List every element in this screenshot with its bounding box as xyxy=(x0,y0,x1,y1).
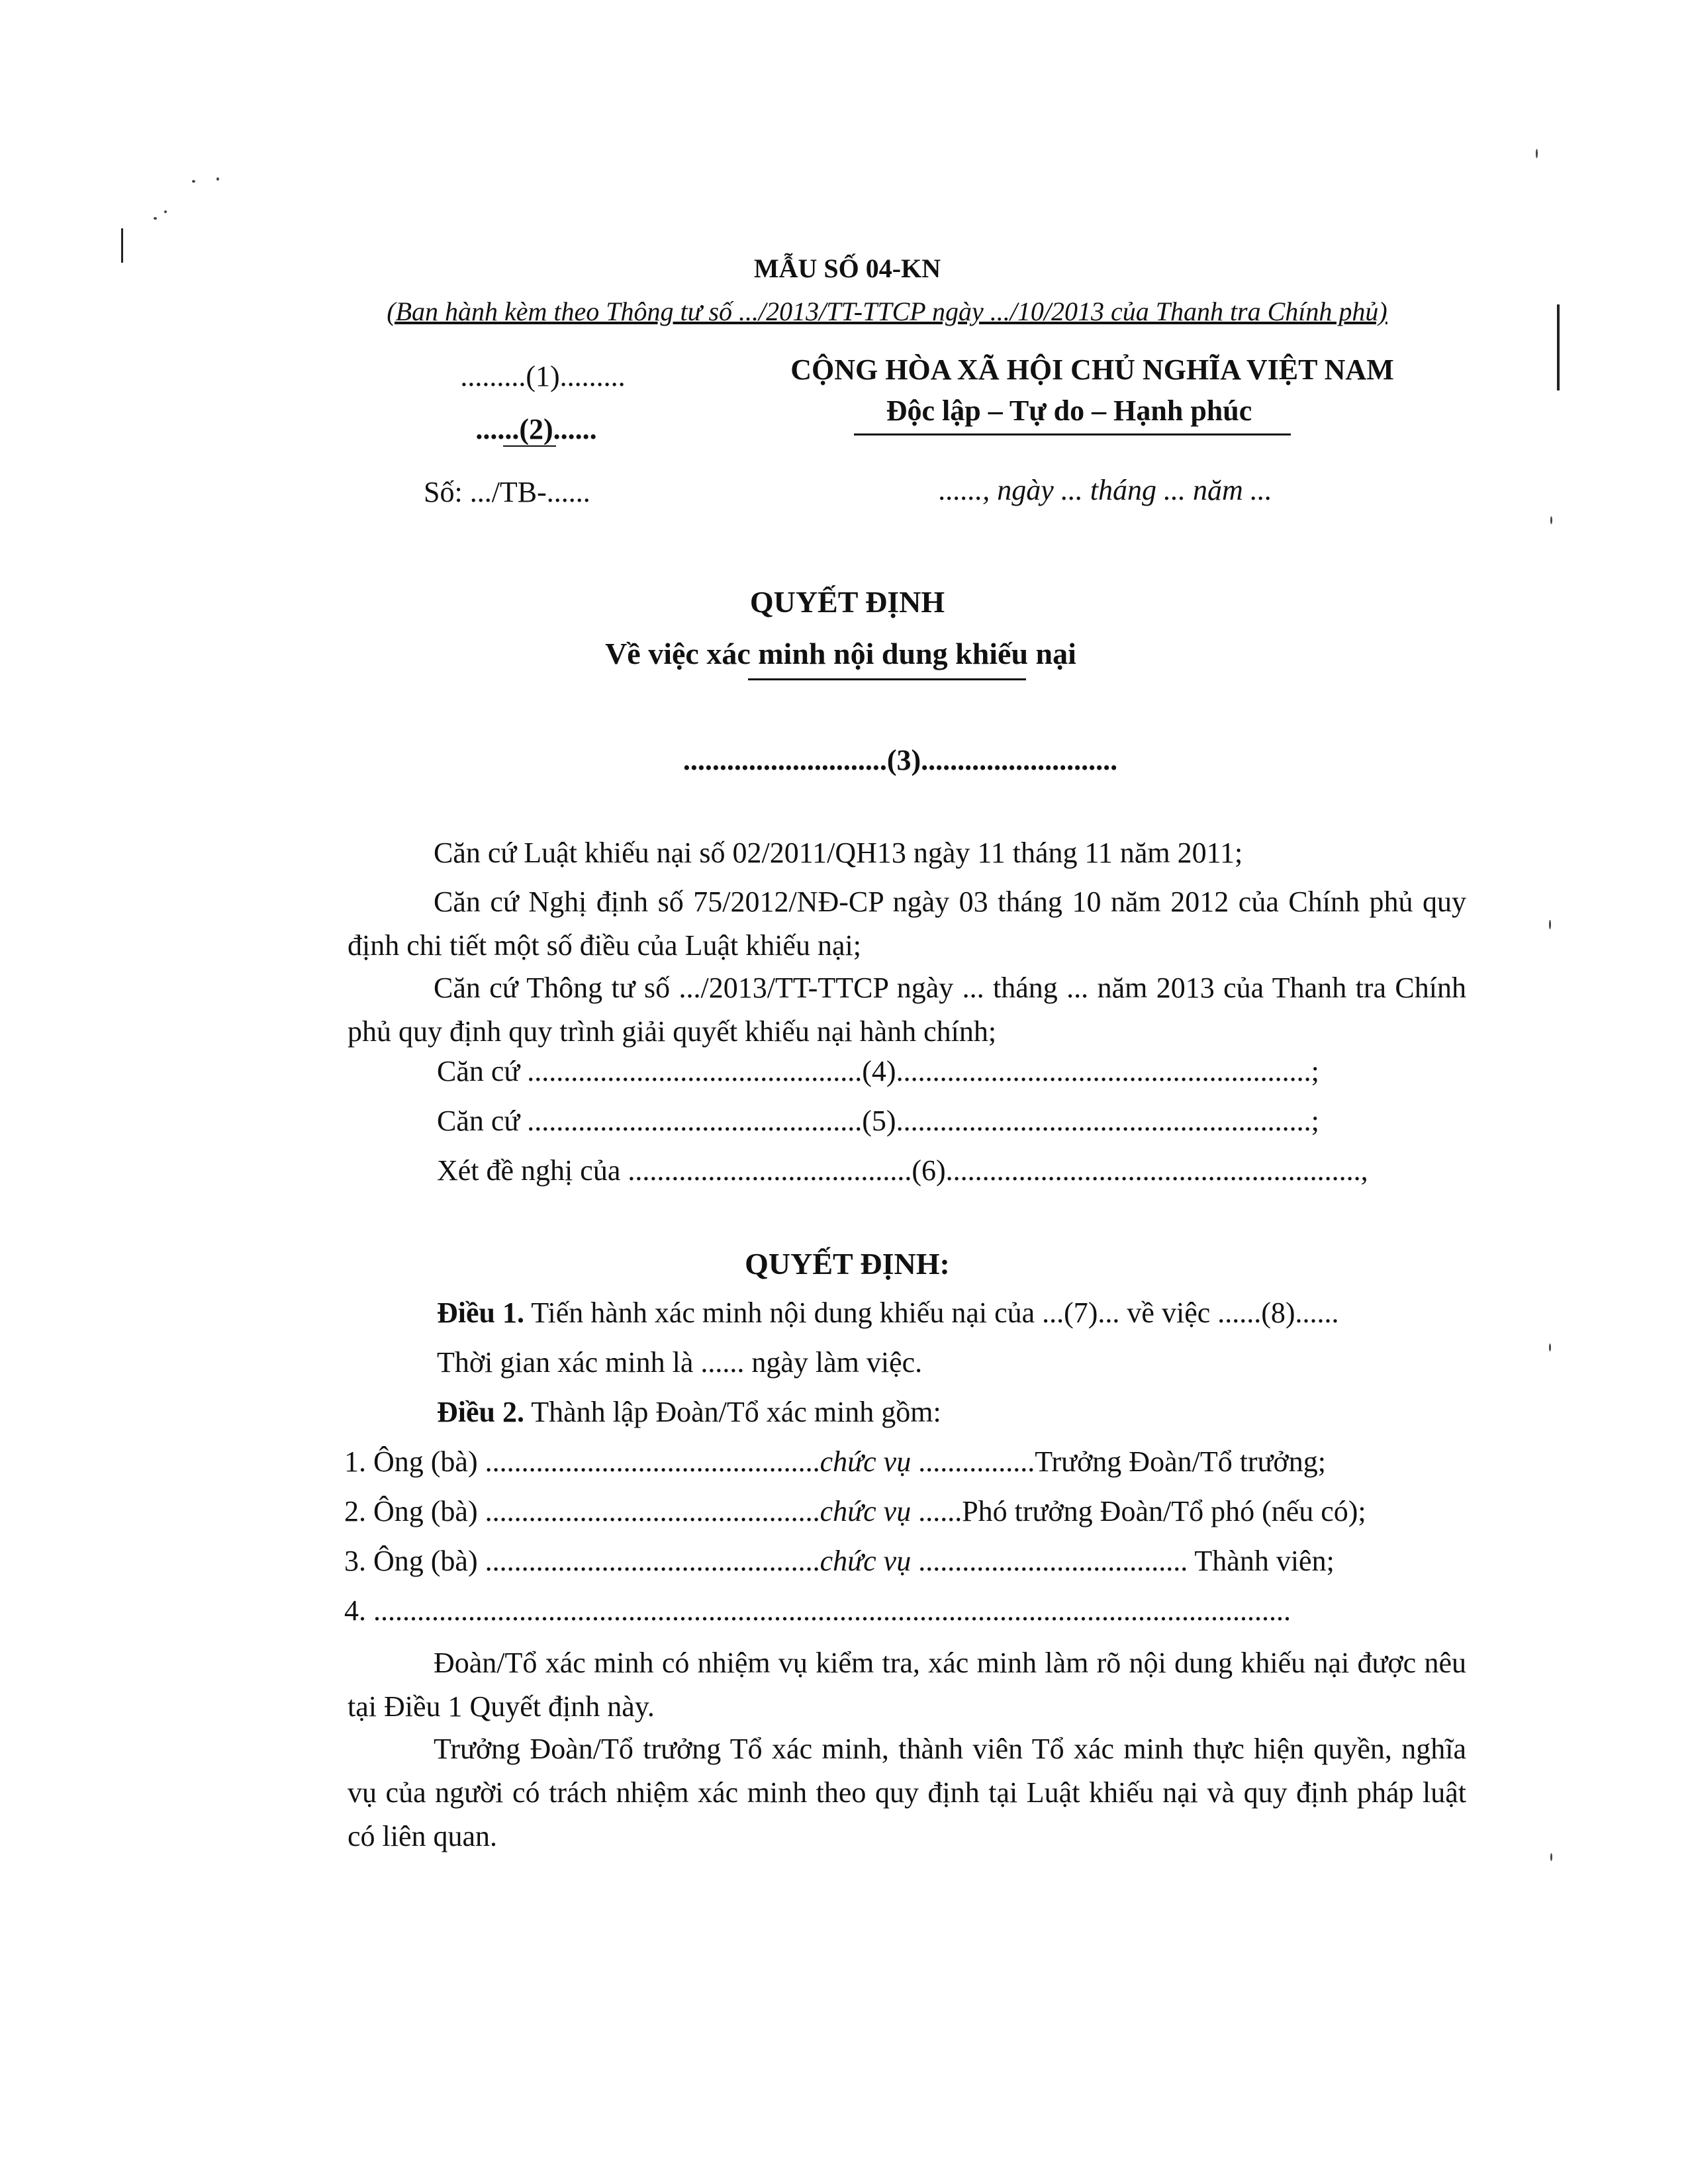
scan-speck xyxy=(1550,516,1552,524)
national-motto: Độc lập – Tự do – Hạnh phúc xyxy=(886,394,1252,427)
scan-speck xyxy=(1536,149,1538,158)
issued-note: (Ban hành kèm theo Thông tư số .../2013/TT-TTCP ngày .../10/2013 của Thanh tra Chính phủ) xyxy=(387,296,1387,326)
scan-mark xyxy=(121,228,123,263)
basis-end: , xyxy=(1360,1154,1368,1187)
issuing-authority: ............................(3)........................... xyxy=(682,744,1118,776)
scan-mark xyxy=(1557,304,1560,390)
basis-law xyxy=(348,831,1466,875)
basis-row-5: Căn cứ ..............................................(5).........................................................; xyxy=(437,1105,1319,1137)
document-title: QUYẾT ĐỊNH xyxy=(749,585,945,619)
scan-speck xyxy=(1549,920,1551,929)
member-role: Phó trưởng Đoàn/Tổ phó (nếu có); xyxy=(962,1495,1366,1527)
scan-speck xyxy=(154,217,157,220)
team-rights xyxy=(348,1727,1466,1858)
basis-marker: (6) xyxy=(912,1154,946,1187)
article-1-label: Điều 1. xyxy=(437,1297,524,1329)
member-prefix: 4. xyxy=(344,1594,366,1627)
agency-underline xyxy=(503,445,556,447)
basis-label: Xét đề nghị của xyxy=(437,1154,621,1187)
basis-label: Căn cứ xyxy=(437,1055,520,1087)
date-line: ......, ngày ... tháng ... năm ... xyxy=(939,474,1272,506)
team-rights-text: Trưởng Đoàn/Tổ trưởng Tổ xác minh, thành viên Tổ xác minh thực hiện quyền, nghĩa vụ của người có trách nhiệm xác minh theo quy định tại Luật khiếu nại và quy định pháp luật có liên quan. xyxy=(348,1733,1466,1852)
country-name: CỘNG HÒA XÃ HỘI CHỦ NGHĨA VIỆT NAM xyxy=(790,353,1394,386)
basis-decree xyxy=(348,880,1466,968)
agency-line-1: .........(1)......... xyxy=(460,360,626,392)
member-prefix: 2. Ông (bà) xyxy=(344,1495,478,1527)
basis-end: ; xyxy=(1311,1105,1319,1137)
member-row-4: 4. .............................................................................................................................. xyxy=(344,1594,1291,1627)
member-position-label: chức vụ xyxy=(820,1545,912,1577)
member-prefix: 3. Ông (bà) xyxy=(344,1545,478,1577)
basis-end: ; xyxy=(1311,1055,1319,1087)
article-2-text: Thành lập Đoàn/Tổ xác minh gồm: xyxy=(531,1396,941,1428)
basis-circular-text: Căn cứ Thông tư số .../2013/TT-TTCP ngày ... tháng ... năm 2013 của Thanh tra Chính phủ quy định quy trình giải quyết khiếu nại hành chính; xyxy=(348,972,1466,1048)
basis-marker: (5) xyxy=(862,1105,896,1137)
article-2 xyxy=(437,1393,1466,1432)
decision-heading: QUYẾT ĐỊNH: xyxy=(745,1247,950,1281)
subject-underline xyxy=(748,678,1026,680)
basis-row-4: Căn cứ ..............................................(4).........................................................; xyxy=(437,1055,1319,1087)
member-row-1: 1. Ông (bà) ..............................................chức vụ ................Trưởng Đoàn/Tổ trưởng; xyxy=(344,1445,1326,1478)
scan-speck xyxy=(1550,1853,1552,1861)
motto-underline xyxy=(854,433,1291,435)
member-role: Thành viên; xyxy=(1194,1545,1335,1577)
article-1-text: Tiến hành xác minh nội dung khiếu nại của ...(7)... về việc ......(8)...... xyxy=(531,1297,1339,1329)
member-role: Trưởng Đoàn/Tổ trưởng; xyxy=(1035,1445,1326,1478)
team-duty-text: Đoàn/Tổ xác minh có nhiệm vụ kiểm tra, xác minh làm rõ nội dung khiếu nại được nêu tại Điều 1 Quyết định này. xyxy=(348,1647,1466,1723)
scan-speck xyxy=(164,210,167,213)
proposal-row-6: Xét đề nghị của .......................................(6)........................................................., xyxy=(437,1154,1368,1187)
form-code: MẪU SỐ 04-KN xyxy=(753,253,941,283)
member-position-label: chức vụ xyxy=(820,1495,912,1527)
team-duty xyxy=(348,1641,1466,1729)
basis-label: Căn cứ xyxy=(437,1105,520,1137)
scan-speck xyxy=(1549,1343,1551,1351)
scan-speck xyxy=(216,177,219,181)
basis-decree-text: Căn cứ Nghị định số 75/2012/NĐ-CP ngày 03 tháng 10 năm 2012 của Chính phủ quy định chi tiết một số điều của Luật khiếu nại; xyxy=(348,886,1466,962)
article-2-label: Điều 2. xyxy=(437,1396,524,1428)
agency-line-2: ......(2)...... xyxy=(475,413,597,445)
member-row-3: 3. Ông (bà) ..............................................chức vụ ..................................... Thành viên; xyxy=(344,1545,1335,1577)
member-row-2: 2. Ông (bà) ..............................................chức vụ ......Phó trưởng Đoàn/Tổ phó (nếu có); xyxy=(344,1495,1366,1527)
basis-law-text: Căn cứ Luật khiếu nại số 02/2011/QH13 ngày 11 tháng 11 năm 2011; xyxy=(434,837,1243,869)
member-position-label: chức vụ xyxy=(820,1445,912,1478)
document-number: Số: .../TB-...... xyxy=(424,476,590,508)
member-prefix: 1. Ông (bà) xyxy=(344,1445,478,1478)
document-subject: Về việc xác minh nội dung khiếu nại xyxy=(605,637,1076,670)
article-1 xyxy=(437,1294,1466,1332)
basis-circular xyxy=(348,966,1466,1054)
scan-speck xyxy=(192,180,195,183)
basis-marker: (4) xyxy=(862,1055,896,1087)
article-1-duration: Thời gian xác minh là ...... ngày làm việc. xyxy=(437,1346,923,1379)
